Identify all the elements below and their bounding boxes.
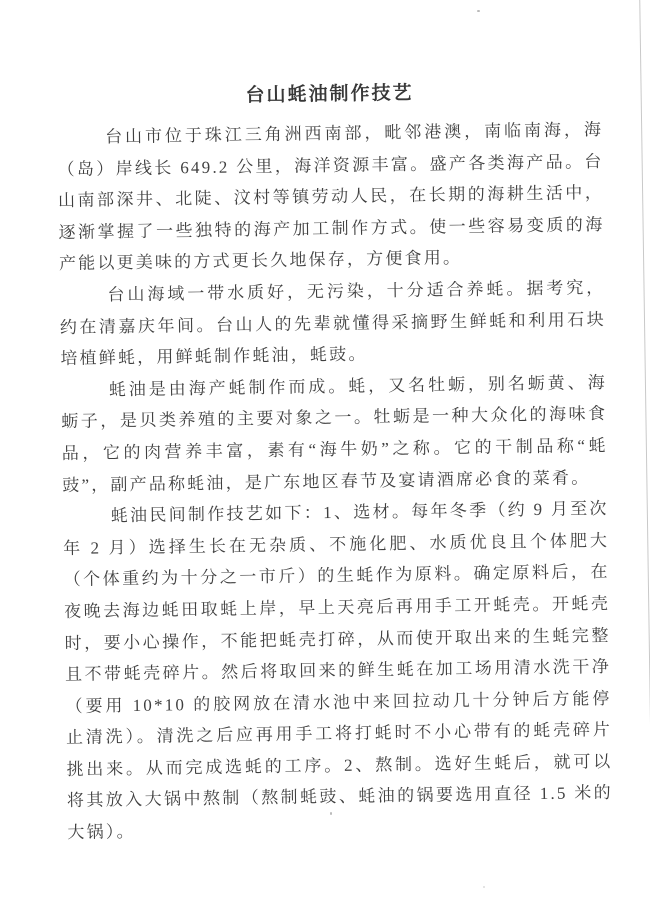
page-edge-line	[639, 0, 650, 920]
paragraph: 蚝油民间制作技艺如下：1、选材。每年冬季（约 9 月至次年 2 月）选择生长在无杂质、不施化肥、水质优良且个体肥大（个体重约为十分之一市斤）的生蚝作为原料。确定原料后，在夜晚去海边蚝田取蚝上岸，早上天亮后再用手工开蚝壳。开蚝壳时，要小心操作，不能把蚝壳打碎，从而使开取出来的生蚝完整且不带蚝壳碎片。然后将取回来的鲜生蚝在加工场用清水洗干净（要用 10*10 的胶网放在清水池中来回拉动几十分钟后方能停止清洗）。清洗之后应再用手工将打蚝时不小心带有的蚝壳碎片挑出来。从而完成选蚝的工序。2、熬制。选好生蚝后，就可以将其放入大锅中熬制（熬制蚝豉、蚝油的锅要选用直径 1.5 米的大锅）。	[63, 499, 614, 843]
scan-speck	[330, 812, 332, 815]
scan-speck	[477, 10, 480, 12]
page-title: 台山蚝油制作技艺	[245, 82, 414, 107]
paragraph: 蚝油是由海产蚝制作而成。蚝，又名牡蛎，别名蛎黄、海蛎子，是贝类养殖的主要对象之一。牡蛎是一种大众化的海味食品，它的肉营养丰富，素有“海牛奶”之称。它的干制品称“蚝豉”，副产品称蚝油，是广东地区春节及宴请酒席必食的菜肴。	[61, 372, 608, 495]
scan-speck	[483, 886, 485, 888]
paragraph: 台山海域一带水质好，无污染，十分适合养蚝。据考究，约在清嘉庆年间。台山人的先辈就懂得采摘野生鲜蚝和利用石块培植鲜蚝，用鲜蚝制作蚝油，蚝豉。	[59, 277, 607, 369]
document-content	[56, 80, 613, 849]
paragraph: 台山市位于珠江三角洲西南部，毗邻港澳，南临南海，海（岛）岸线长 649.2 公里，海洋资源丰富。盛产各类海产品。台山南部深井、北陡、汶村等镇劳动人民，在长期的海耕生活中，逐渐掌握了一些独特的海产加工制作方式。使一些容易变质的海产能以更美味的方式更长久地保存，方便食用。	[57, 119, 605, 274]
document-body	[57, 114, 614, 849]
